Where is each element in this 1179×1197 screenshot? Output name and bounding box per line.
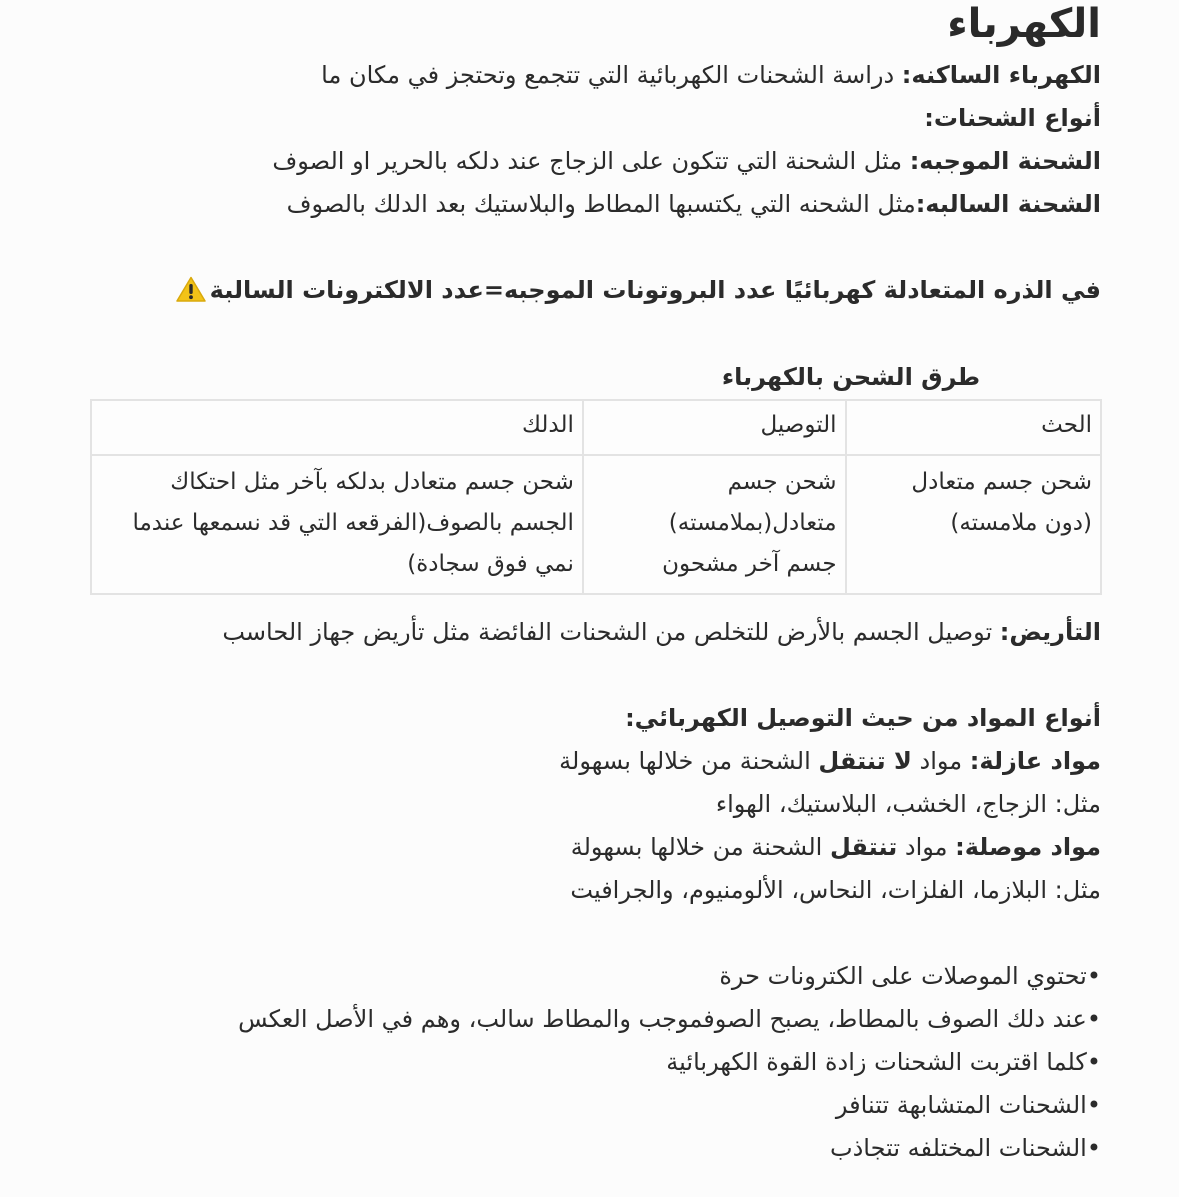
table-cell-induction — [846, 455, 1101, 594]
cell-line: متعادل(بملامسته) — [668, 510, 837, 536]
static-electricity-text: دراسة الشحنات الكهربائية التي تتجمع وتحتجز في مكان ما — [321, 61, 902, 89]
cell-line: الجسم بالصوف(الفرقعه التي قد نسمعها عندما — [132, 510, 574, 536]
negative-charge-label: الشحنة السالبه: — [915, 190, 1101, 218]
cell-line: جسم آخر مشحون — [662, 551, 837, 577]
negative-charge-text: مثل الشحنه التي يكتسبها المطاط والبلاستيك بعد الدلك بالصوف — [286, 190, 916, 218]
insulators-label: مواد عازلة: — [969, 747, 1101, 775]
cell-line: شحن جسم متعادل — [911, 469, 1092, 495]
list-item: •الشحنات المتشابهة تتنافر — [835, 1091, 1101, 1119]
insulators-example: مثل: الزجاج، الخشب، البلاستيك، الهواء — [715, 790, 1101, 818]
conductors-emphasis: تنتقل — [829, 833, 898, 861]
static-electricity-label: الكهرباء الساكنه: — [901, 61, 1101, 89]
list-item: •الشحنات المختلفه تتجاذب — [830, 1134, 1101, 1162]
charging-methods-table — [90, 399, 1102, 595]
grounding-text: توصيل الجسم بالأرض للتخلص من الشحنات الفائضة مثل تأريض جهاز الحاسب — [222, 618, 1000, 646]
spacer — [70, 312, 1101, 355]
conductors-definition — [70, 826, 1101, 869]
charge-types-heading: أنواع الشحنات: — [924, 104, 1101, 132]
conductors-text-pre: مواد — [897, 833, 956, 861]
table-header-conduction: التوصيل — [583, 400, 846, 455]
neutral-atom-note — [70, 269, 1101, 312]
table-header-induction: الحث — [846, 400, 1101, 455]
insulators-text-pre: مواد — [911, 747, 970, 775]
grounding-definition — [70, 611, 1101, 654]
list-item: •تحتوي الموصلات على الكترونات حرة — [719, 962, 1101, 990]
negative-charge-definition — [70, 183, 1101, 226]
static-electricity-definition — [70, 54, 1101, 97]
list-item: •عند دلك الصوف بالمطاط، يصبح الصوفموجب والمطاط سالب، وهم في الأصل العكس — [238, 1005, 1101, 1033]
table-header-friction: الدلك — [91, 400, 583, 455]
list-item: •كلما اقتربت الشحنات زادة القوة الكهربائية — [666, 1048, 1101, 1076]
insulators-definition — [70, 740, 1101, 783]
table-row — [91, 455, 1101, 594]
materials-heading: أنواع المواد من حيث التوصيل الكهربائي: — [625, 704, 1101, 732]
conductors-example: مثل: البلازما، الفلزات، النحاس، الألومنيوم، والجرافيت — [570, 876, 1101, 904]
spacer — [70, 226, 1101, 269]
document-content — [70, 0, 1101, 1170]
conductors-text-post: الشحنة من خلالها بسهولة — [570, 833, 830, 861]
charging-methods-title: طرق الشحن بالكهرباء — [721, 363, 981, 391]
grounding-label: التأريض: — [999, 618, 1101, 646]
insulators-emphasis: لا تنتقل — [818, 747, 912, 775]
table-header-row — [91, 400, 1101, 455]
positive-charge-label: الشحنة الموجبه: — [909, 147, 1101, 175]
neutral-atom-text: في الذره المتعادلة كهربائيًا عدد البروتونات الموجبه=عدد الالكترونات السالبة — [209, 276, 1101, 304]
spacer — [70, 654, 1101, 697]
cell-line: شحن جسم — [727, 469, 837, 495]
cell-line: (دون ملامسته) — [950, 510, 1092, 536]
warning-icon — [176, 273, 206, 316]
insulators-text-post: الشحنة من خلالها بسهولة — [559, 747, 819, 775]
page-title: الكهرباء — [947, 1, 1101, 47]
positive-charge-definition — [70, 140, 1101, 183]
conductors-label: مواد موصلة: — [955, 833, 1101, 861]
table-cell-conduction — [583, 455, 846, 594]
table-cell-friction — [91, 455, 583, 594]
positive-charge-text: مثل الشحنة التي تتكون على الزجاج عند دلكه بالحرير او الصوف — [272, 147, 910, 175]
cell-line: شحن جسم متعادل بدلكه بآخر مثل احتكاك — [170, 469, 574, 495]
cell-line: نمي فوق سجادة) — [407, 551, 574, 577]
spacer — [70, 912, 1101, 955]
